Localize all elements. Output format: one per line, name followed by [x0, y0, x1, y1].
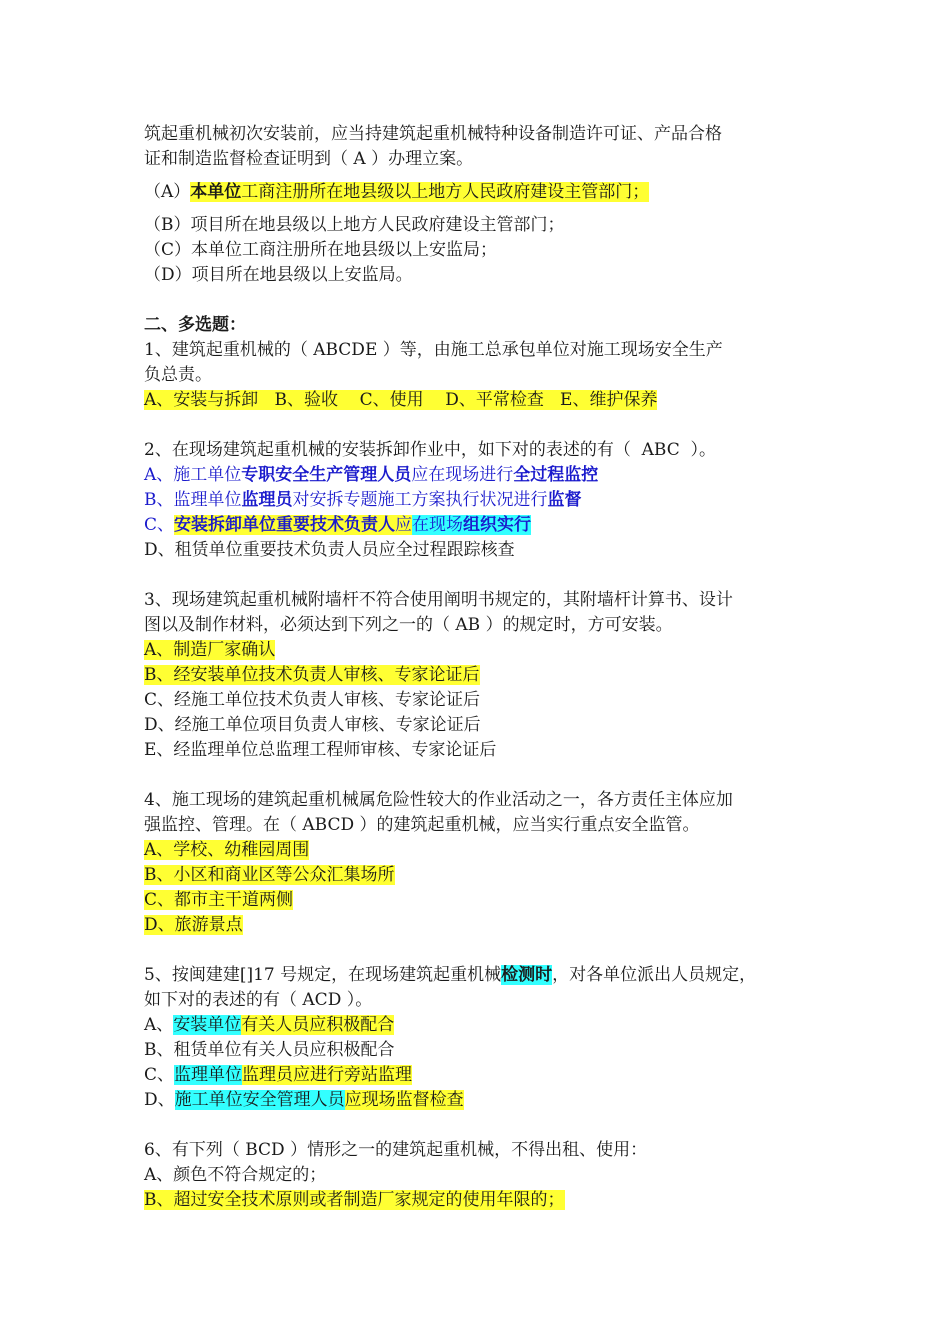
q5-line-1-part-1: 5、按闽建建[]17 号规定，在现场建筑起重机械: [144, 965, 502, 985]
q5-line-1-bold: 检测时: [501, 965, 553, 985]
q6-option-a: A、颜色不符合规定的；: [144, 1165, 327, 1185]
q5-a-prefix: A、: [144, 1015, 174, 1035]
q6-option-b: B、超过安全技术原则或者制造厂家规定的使用年限的；: [144, 1190, 565, 1210]
option-b: （B）项目所在地县级以上地方人民政府建设主管部门；: [144, 215, 565, 235]
q5-a-yellow: 有关人员应积极配合: [241, 1015, 395, 1035]
intro-line-2: 证和制造监督检查证明到（ A ）办理立案。: [144, 149, 474, 169]
q2-a-part-1: A、施工单位: [144, 465, 242, 485]
q3-option-b: B、经安装单位技术负责人审核、专家论证后: [144, 665, 480, 685]
q5-c-prefix: C、: [144, 1065, 175, 1085]
q4-option-c: C、都市主干道两侧: [144, 890, 294, 910]
q5-c-cyan: 监理单位: [174, 1065, 243, 1085]
q2-b-bold-1: 监理员: [241, 490, 293, 510]
q3-option-a: A、制造厂家确认: [144, 640, 276, 660]
q2-c-part-1: C、: [144, 515, 175, 535]
q3-option-d: D、经施工单位项目负责人审核、专家论证后: [144, 715, 481, 735]
q2-b-part-2: 对安拆专题施工方案执行状况进行: [292, 490, 548, 510]
q4-option-d: D、旅游景点: [144, 915, 243, 935]
q3-line-1: 3、现场建筑起重机械附墙杆不符合使用阐明书规定的，其附墙杆计算书、设计: [144, 590, 733, 610]
q1-line-1: 1、建筑起重机械的（ ABCDE ）等，由施工总承包单位对施工现场安全生产: [144, 340, 723, 360]
q6-stem: 6、有下列（ BCD ）情形之一的建筑起重机械，不得出租、使用：: [144, 1140, 648, 1160]
q4-option-b: B、小区和商业区等公众汇集场所: [144, 865, 395, 885]
q5-option-b: B、租赁单位有关人员应积极配合: [144, 1040, 395, 1060]
option-a-bold: 本单位: [190, 182, 242, 202]
q4-line-2: 强监控、管理。在（ ABCD ）的建筑起重机械，应当实行重点安全监管。: [144, 815, 700, 835]
q2-a-part-2: 应在现场进行: [411, 465, 514, 485]
q2-option-a: [144, 463, 834, 488]
q2-stem: 2、在现场建筑起重机械的安装拆卸作业中，如下对的表述的有（ ABC ）。: [144, 440, 717, 460]
q1-line-2: 负总责。: [144, 365, 212, 385]
option-a-prefix: （A）: [144, 182, 191, 202]
q5-a-cyan: 安装单位: [173, 1015, 242, 1035]
q2-option-c: [144, 513, 834, 538]
q2-b-part-1: B、监理单位: [144, 490, 242, 510]
q3-option-e: E、经监理单位总监理工程师审核、专家论证后: [144, 740, 497, 760]
document-page: [144, 122, 834, 1213]
q5-d-cyan: 施工单位安全管理人员: [174, 1090, 345, 1110]
option-a: [144, 180, 834, 205]
q5-d-yellow: 应现场监督检查: [344, 1090, 464, 1110]
q2-b-bold-2: 监督: [547, 490, 582, 510]
q2-option-b: [144, 488, 834, 513]
q1-answer: A、安装与拆卸 B、验收 C、使用 D、平常检查 E、维护保养: [144, 390, 658, 410]
q3-option-c: C、经施工单位技术负责人审核、专家论证后: [144, 690, 481, 710]
option-c: （C）本单位工商注册所在地县级以上安监局；: [144, 240, 498, 260]
q5-option-d: [144, 1088, 834, 1113]
q5-c-yellow: 监理员应进行旁站监理: [242, 1065, 413, 1085]
q5-d-prefix: D、: [144, 1090, 175, 1110]
option-a-rest: 工商注册所在地县级以上地方人民政府建设主管部门；: [241, 182, 650, 202]
q4-option-a: A、学校、幼稚园周围: [144, 840, 310, 860]
q5-option-c: [144, 1063, 834, 1088]
option-d: （D）项目所在地县级以上安监局。: [144, 265, 413, 285]
q5-option-a: [144, 1013, 834, 1038]
q2-c-bold-1: 安装拆卸单位: [174, 515, 277, 535]
q4-line-1: 4、施工现场的建筑起重机械属危险性较大的作业活动之一，各方责任主体应加: [144, 790, 733, 810]
q2-a-bold-1: 专职安全生产管理人员: [241, 465, 412, 485]
q2-c-bold-2: 重要技术负责人: [276, 515, 396, 535]
q2-c-part-2: 应: [395, 515, 413, 535]
q2-a-bold-2: 全过程监控: [513, 465, 599, 485]
section-title: 二、多选题：: [144, 315, 246, 335]
q2-option-d: D、租赁单位重要技术负责人员应全过程跟踪核查: [144, 540, 515, 560]
q5-line-1: [144, 963, 834, 988]
q2-c-bold-3: 组织实行: [463, 515, 532, 535]
q5-line-2: 如下对的表述的有（ ACD ）。: [144, 990, 373, 1010]
q3-line-2: 图以及制作材料，必须达到下列之一的（ AB ）的规定时，方可安装。: [144, 615, 673, 635]
q2-c-part-3: 在现场: [412, 515, 464, 535]
intro-line-1: 筑起重机械初次安装前，应当持建筑起重机械特种设备制造许可证、产品合格: [144, 124, 722, 144]
q5-line-1-part-2: ，对各单位派出人员规定，: [552, 965, 757, 985]
